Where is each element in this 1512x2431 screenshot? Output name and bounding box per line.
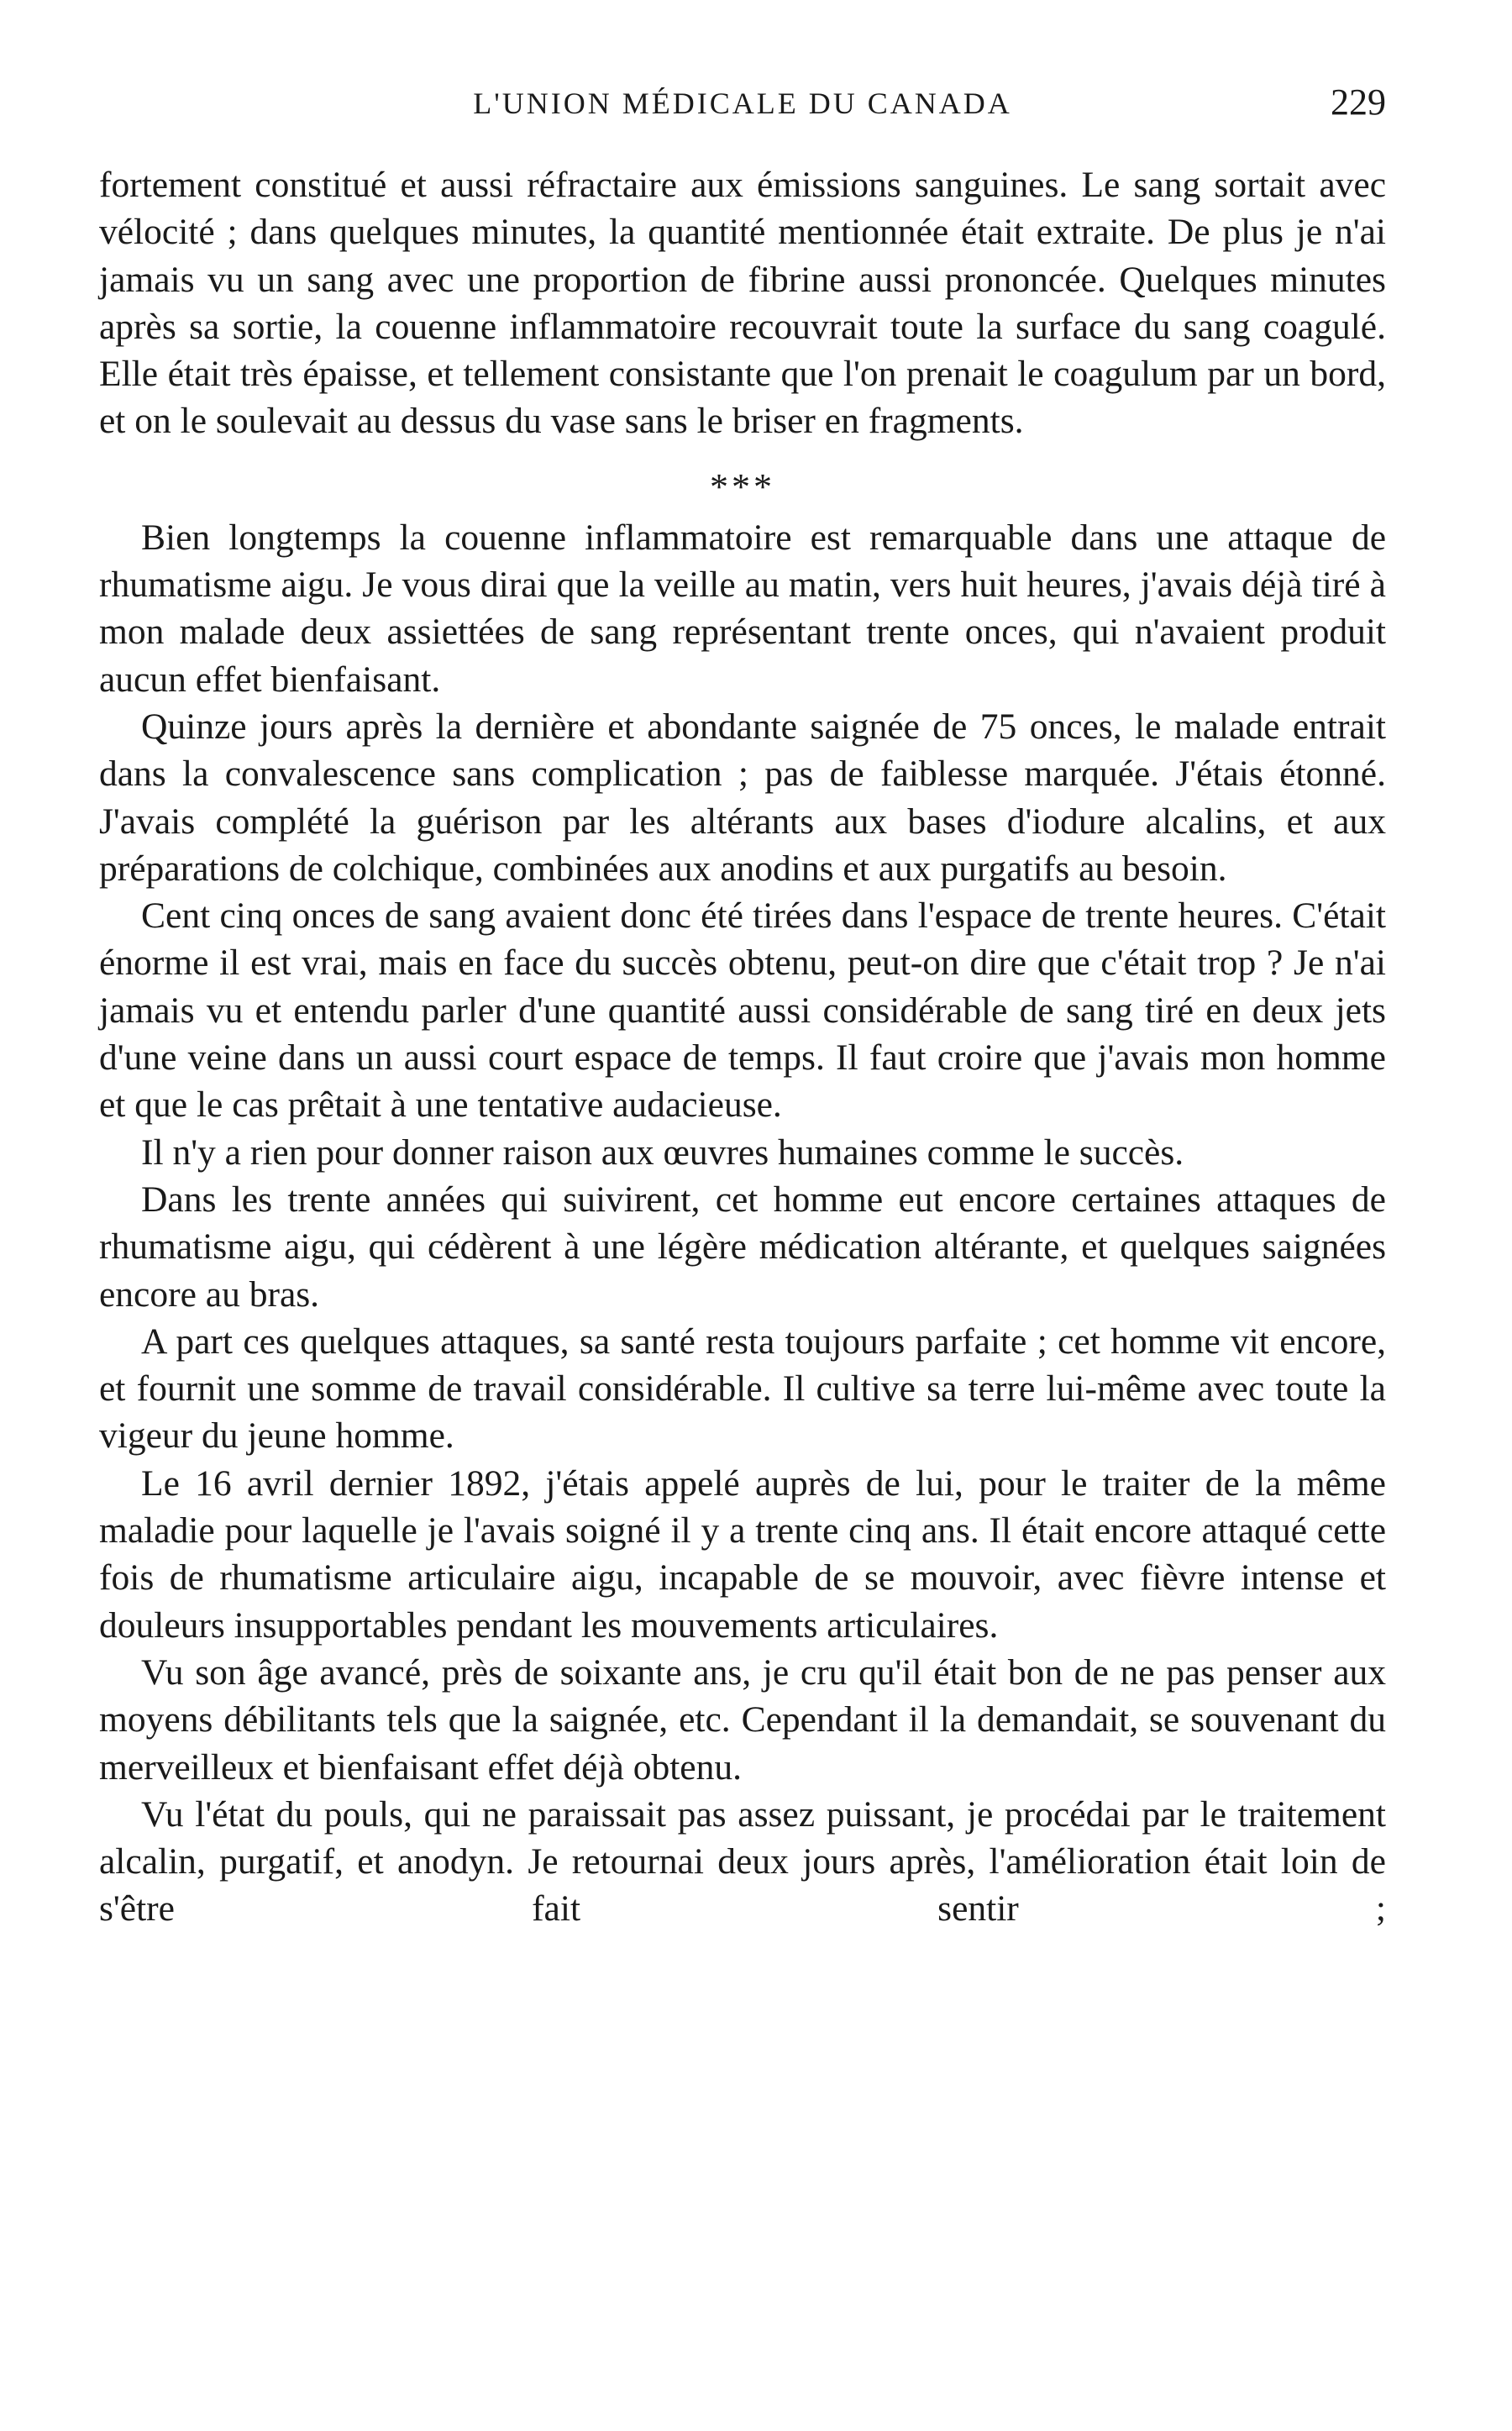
- paragraph: fortement constitué et aussi réfractaire aux émissions sanguines. Le sang sortait avec vélocité ; dans quelques minutes, la quantité mentionnée était extraite. De plus je n'ai jamais vu un sang avec une proportion de fibrine aussi prononcée. Quelques minutes après sa sortie, la couenne inflammatoire recouvrait toute la surface du sang coagulé. Elle était très épaisse, et tellement consistante que l'on prenait le coagulum par un bord, et on le soulevait au dessus du vase sans le briser en fragments.: [99, 165, 1386, 442]
- paragraph: Quinze jours après la dernière et abondante saignée de 75 onces, le malade entrait dans la convalescence sans complication ; pas de faiblesse marquée. J'étais étonné. J'avais complété la guérison par les altérants aux bases d'iodure alcalins, et aux préparations de colchique, combinées aux anodins et aux purgatifs au besoin.: [99, 706, 1386, 889]
- asterism-separator: [99, 464, 1386, 511]
- page-number: 229: [1331, 81, 1386, 123]
- paragraph: Bien longtemps la couenne inflammatoire est remarquable dans une attaque de rhumatisme aigu. Je vous dirai que la veille au matin, vers huit heures, j'avais déjà tiré à mon malade deux assiettées de sang représentant trente onces, qui n'avaient produit aucun effet bienfaisant.: [99, 517, 1386, 700]
- asterism: ***: [710, 465, 775, 507]
- journal-page: [99, 76, 1386, 1933]
- paragraph: Il n'y a rien pour donner raison aux œuvres humaines comme le succès.: [141, 1131, 1184, 1173]
- paragraph: Vu son âge avancé, près de soixante ans, je cru qu'il était bon de ne pas penser aux moyens débilitants tels que la saignée, etc. Cependant il la demandait, se souvenant du merveilleux et bienfaisant effet déjà obtenu.: [99, 1651, 1386, 1788]
- running-head: [99, 76, 1386, 126]
- paragraph: Dans les trente années qui suivirent, cet homme eut encore certaines attaques de rhumatisme aigu, qui cédèrent à une légère médication altérante, et quelques saignées encore au bras.: [99, 1179, 1386, 1315]
- body-text: [99, 161, 1386, 1933]
- paragraph: Cent cinq onces de sang avaient donc été tirées dans l'espace de trente heures. C'était énorme il est vrai, mais en face du succès obtenu, peut-on dire que c'était trop ? Je n'ai jamais vu et entendu parler d'une quantité aussi considérable de sang tiré en deux jets d'une veine dans un aussi court espace de temps. Il faut croire que j'avais mon homme et que le cas prêtait à une tentative audacieuse.: [99, 895, 1386, 1126]
- paragraph: A part ces quelques attaques, sa santé resta toujours parfaite ; cet homme vit encore, et fournit une somme de travail considérable. Il cultive sa terre lui-même avec toute la vigeur du jeune homme.: [99, 1321, 1386, 1457]
- running-title: L'UNION MÉDICALE DU CANADA: [473, 87, 1012, 120]
- paragraph: Vu l'état du pouls, qui ne paraissait pas assez puissant, je procédai par le traitement alcalin, purgatif, et anodyn. Je retournai deux jours après, l'amélioration était loin de s'être fait sentir ;: [99, 1793, 1386, 1930]
- paragraph: Le 16 avril dernier 1892, j'étais appelé auprès de lui, pour le traiter de la même maladie pour laquelle je l'avais soigné il y a trente cinq ans. Il était encore attaqué cette fois de rhumatisme articulaire aigu, incapable de se mouvoir, avec fièvre intense et douleurs insupportables pendant les mouvements articulaires.: [99, 1462, 1386, 1646]
